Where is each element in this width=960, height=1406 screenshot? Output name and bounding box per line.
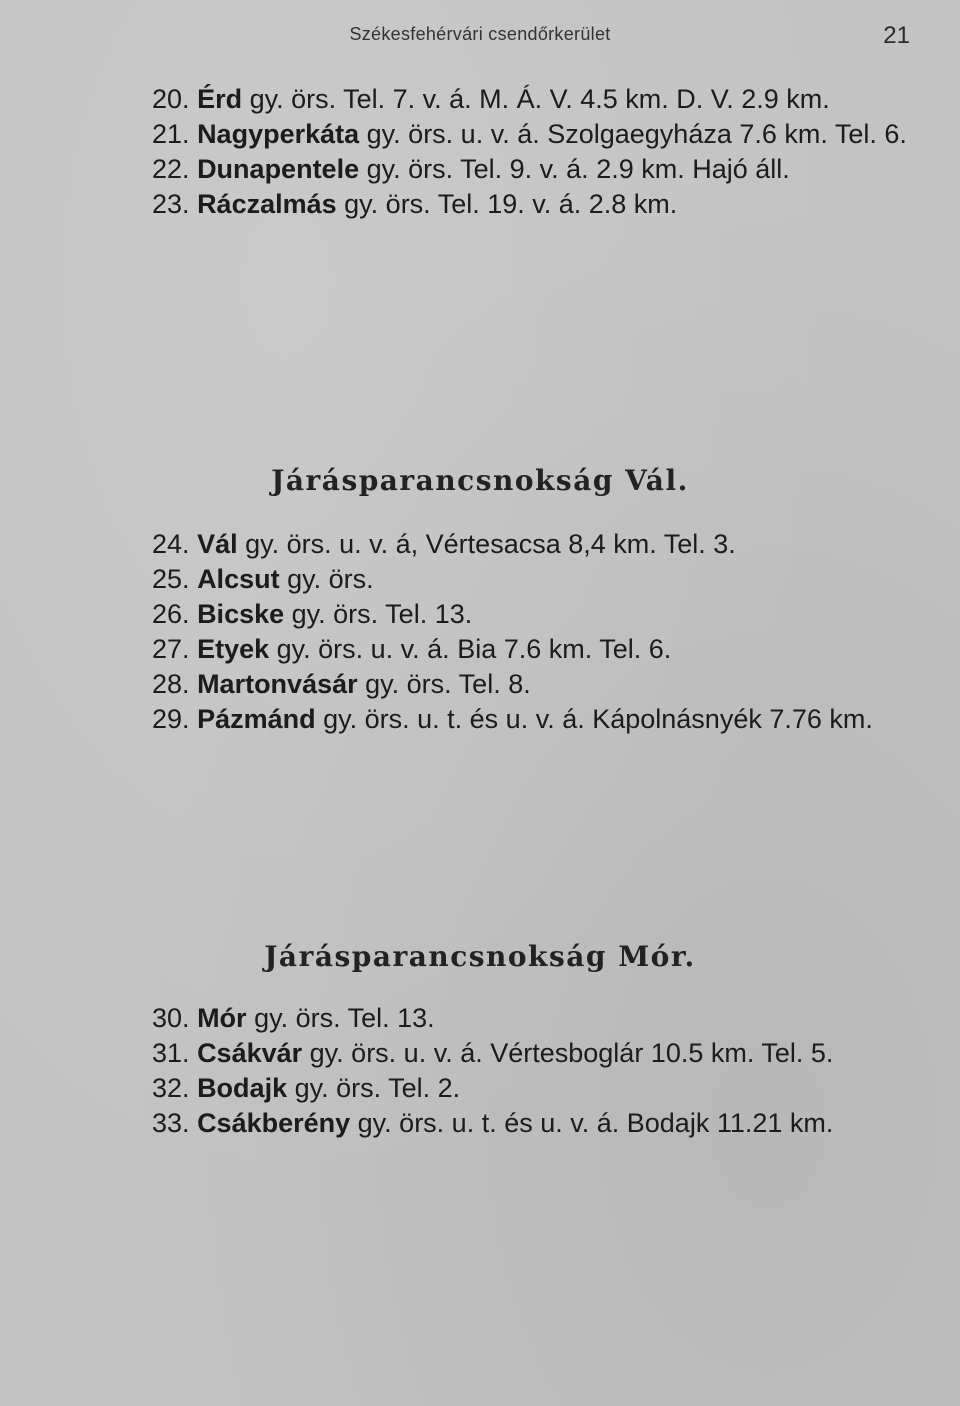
place-name: Bicske — [197, 599, 285, 629]
place-name: Csákberény — [197, 1108, 351, 1138]
place-name: Dunapentele — [197, 154, 360, 184]
entries-top — [68, 82, 910, 222]
place-name: Mór — [197, 1003, 247, 1033]
list-item-26: 26. Bicske gy. örs. Tel. 13. — [152, 599, 473, 629]
entries-mor — [68, 1001, 910, 1141]
place-name: Bodajk — [197, 1073, 288, 1103]
list-item-33: 33. Csákberény gy. örs. u. t. és u. v. á. Bodajk 11.21 km. — [152, 1108, 834, 1138]
list-item-27: 27. Etyek gy. örs. u. v. á. Bia 7.6 km. Tel. 6. — [152, 634, 672, 664]
list-item-21: 21. Nagyperkáta gy. örs. u. v. á. Szolgaegyháza 7.6 km. Tel. 6. — [152, 119, 907, 149]
place-name: Érd — [197, 84, 243, 114]
entries-val — [68, 527, 910, 737]
place-name: Etyek — [197, 634, 270, 664]
list-item-22: 22. Dunapentele gy. örs. Tel. 9. v. á. 2.9 km. Hajó áll. — [152, 154, 790, 184]
place-name: Nagyperkáta — [197, 119, 360, 149]
place-name: Csákvár — [197, 1038, 303, 1068]
running-title: Székesfehérvári csendőrkerület — [349, 24, 611, 44]
place-name: Alcsut — [197, 564, 280, 594]
list-item-32: 32. Bodajk gy. örs. Tel. 2. — [152, 1073, 461, 1103]
list-item-24: 24. Vál gy. örs. u. v. á, Vértesacsa 8,4 km. Tel. 3. — [152, 529, 736, 559]
section-heading-val: Járásparancsnokság Vál. — [271, 464, 689, 497]
place-name: Martonvásár — [197, 669, 358, 699]
list-item-29: 29. Pázmánd gy. örs. u. t. és u. v. á. Kápolnásnyék 7.76 km. — [152, 704, 873, 734]
page-number: 21 — [883, 22, 910, 49]
list-item-30: 30. Mór gy. örs. Tel. 13. — [152, 1003, 435, 1033]
list-item-23: 23. Ráczalmás gy. örs. Tel. 19. v. á. 2.8 km. — [152, 189, 678, 219]
place-name: Pázmánd — [197, 704, 316, 734]
list-item-31: 31. Csákvár gy. örs. u. v. á. Vértesboglár 10.5 km. Tel. 5. — [152, 1038, 834, 1068]
list-item-25: 25. Alcsut gy. örs. — [152, 564, 374, 594]
place-name: Ráczalmás — [197, 189, 337, 219]
section-heading-mor: Járásparancsnokság Mór. — [264, 940, 696, 973]
list-item-20: 20. Érd gy. örs. Tel. 7. v. á. M. Á. V. 4.5 km. D. V. 2.9 km. — [152, 84, 830, 114]
list-item-28: 28. Martonvásár gy. örs. Tel. 8. — [152, 669, 531, 699]
place-name: Vál — [197, 529, 238, 559]
